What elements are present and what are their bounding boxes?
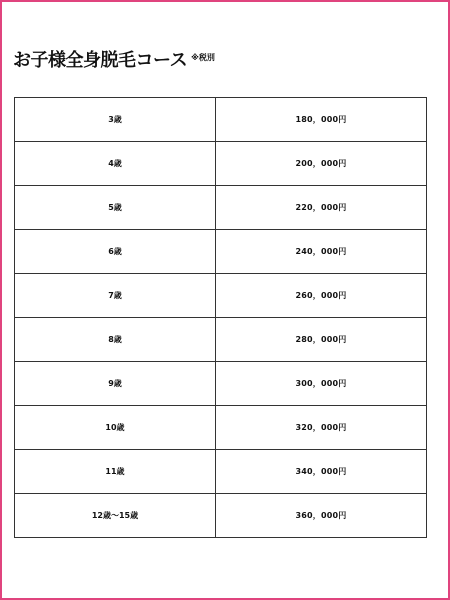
age-cell: 11歳 — [15, 450, 216, 494]
table-row — [15, 318, 427, 362]
heading — [13, 50, 215, 72]
table-row — [15, 362, 427, 406]
age-cell: 4歳 — [15, 142, 216, 186]
price-cell: 340，000円 — [216, 450, 427, 494]
table-row — [15, 230, 427, 274]
age-cell: 8歳 — [15, 318, 216, 362]
page-title: お子様全身脱毛コース — [13, 50, 188, 71]
price-cell: 180，000円 — [216, 98, 427, 142]
age-cell: 5歳 — [15, 186, 216, 230]
table-row — [15, 274, 427, 318]
table-row — [15, 406, 427, 450]
price-cell: 320，000円 — [216, 406, 427, 450]
age-cell: 6歳 — [15, 230, 216, 274]
table-row — [15, 142, 427, 186]
price-cell: 300，000円 — [216, 362, 427, 406]
price-table-body — [15, 98, 427, 538]
age-cell: 3歳 — [15, 98, 216, 142]
price-cell: 280，000円 — [216, 318, 427, 362]
age-cell: 12歳～15歳 — [15, 494, 216, 538]
table-row — [15, 450, 427, 494]
price-cell: 220，000円 — [216, 186, 427, 230]
table-row — [15, 494, 427, 538]
age-cell: 9歳 — [15, 362, 216, 406]
price-cell: 240，000円 — [216, 230, 427, 274]
table-row — [15, 186, 427, 230]
price-cell: 360，000円 — [216, 494, 427, 538]
age-cell: 10歳 — [15, 406, 216, 450]
price-cell: 260，000円 — [216, 274, 427, 318]
age-cell: 7歳 — [15, 274, 216, 318]
price-table — [14, 97, 427, 538]
tax-note: ※税別 — [191, 53, 215, 62]
price-cell: 200，000円 — [216, 142, 427, 186]
table-row — [15, 98, 427, 142]
